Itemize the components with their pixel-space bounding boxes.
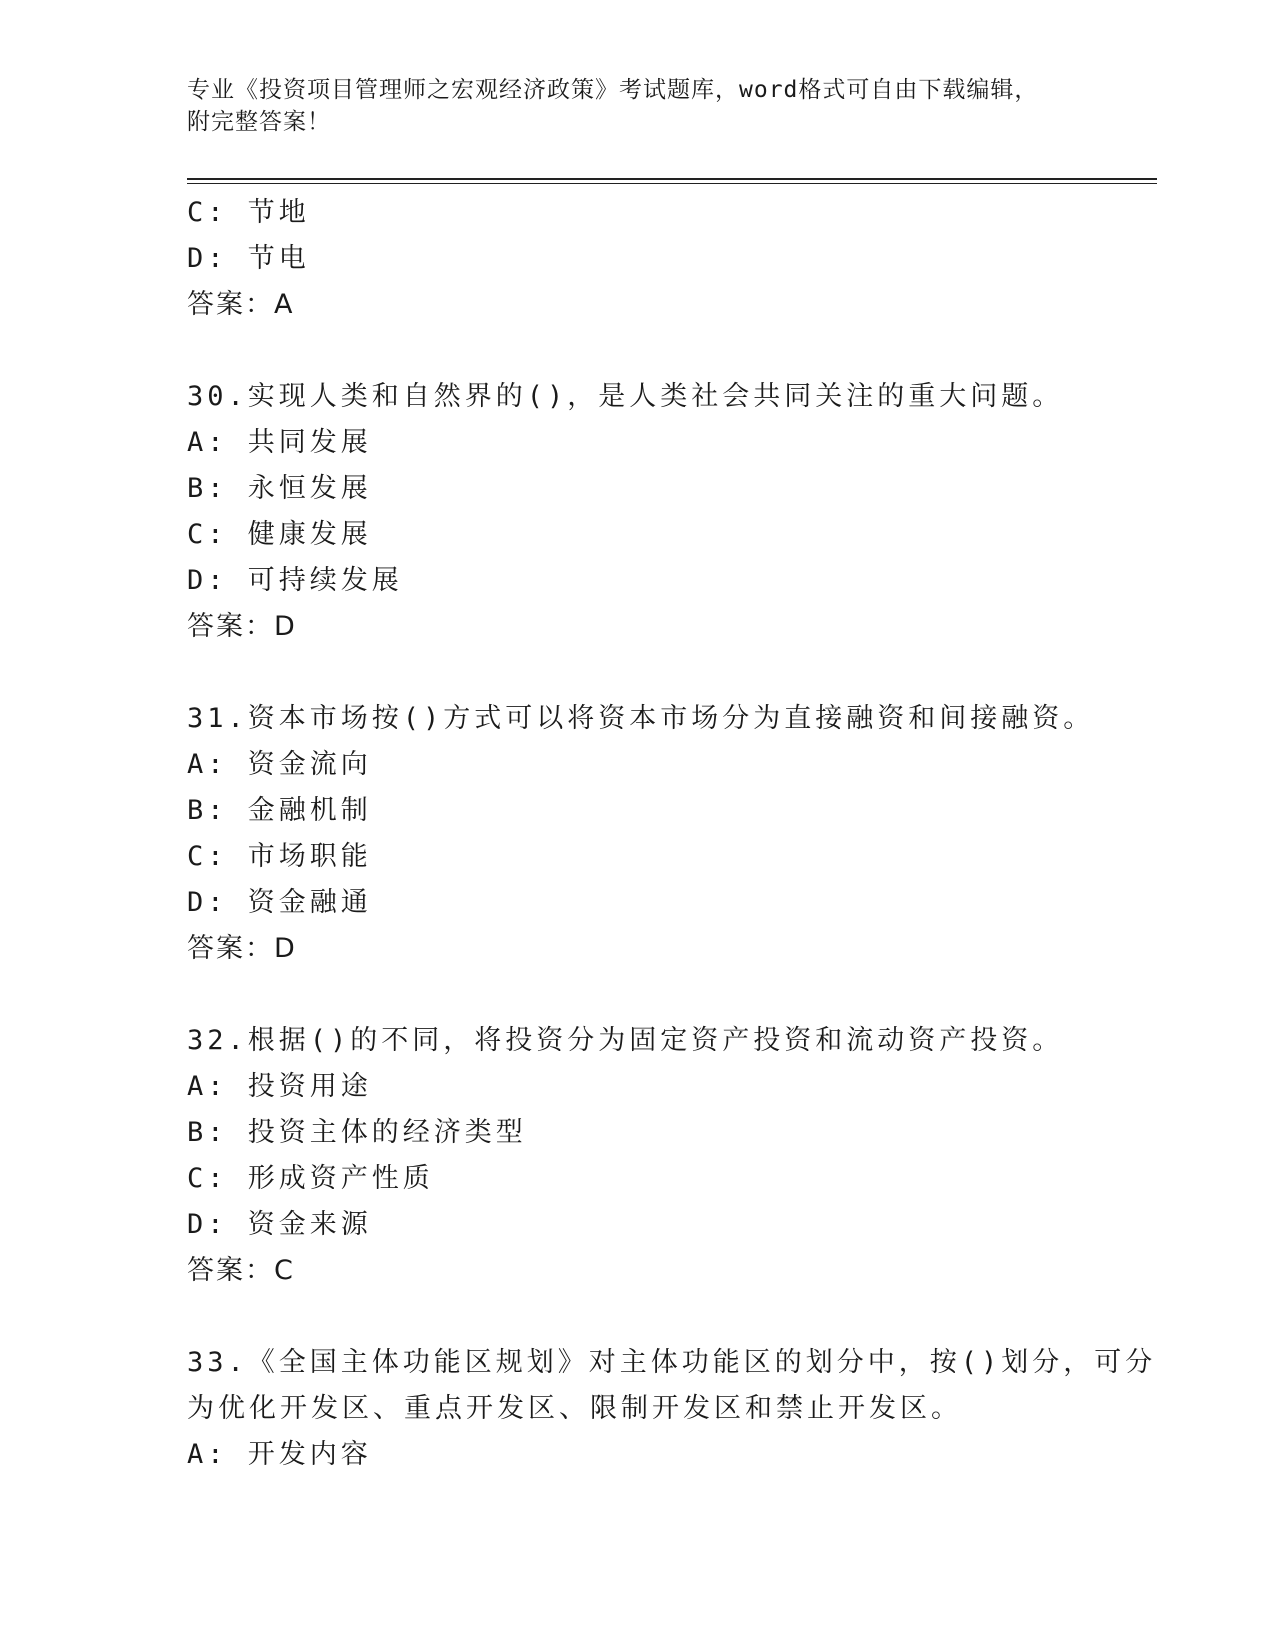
- answer-line: 答案：C: [187, 1255, 295, 1286]
- document-header: [187, 74, 1087, 138]
- question-30: [187, 374, 1157, 650]
- answer-line: 答案：D: [187, 611, 297, 642]
- option-a: A: 投资用途: [187, 1071, 372, 1102]
- previous-question-tail: [187, 190, 1157, 328]
- option-a: A: 资金流向: [187, 749, 372, 780]
- option-c: C: 健康发展: [187, 519, 372, 550]
- option-d: D: 节电: [187, 243, 310, 274]
- option-d: D: 资金融通: [187, 887, 372, 918]
- question-stem: 32.根据()的不同，将投资分为固定资产投资和流动资产投资。: [187, 1025, 1064, 1056]
- header-line-2: 附完整答案！: [187, 109, 331, 135]
- question-33: [187, 1340, 1157, 1478]
- header-line-1: 专业《投资项目管理师之宏观经济政策》考试题库，word格式可自由下载编辑，: [187, 77, 1039, 103]
- question-32: [187, 1018, 1157, 1294]
- question-stem-line-2: 为优化开发区、重点开发区、限制开发区和禁止开发区。: [187, 1393, 962, 1424]
- answer-line: 答案：A: [187, 289, 295, 320]
- option-b: B: 投资主体的经济类型: [187, 1117, 527, 1148]
- question-31: [187, 696, 1157, 972]
- option-d: D: 资金来源: [187, 1209, 372, 1240]
- question-stem-line-1: 33.《全国主体功能区规划》对主体功能区的划分中，按()划分，可分: [187, 1347, 1157, 1378]
- option-b: B: 永恒发展: [187, 473, 372, 504]
- option-a: A: 共同发展: [187, 427, 372, 458]
- header-divider-thin: [187, 183, 1157, 184]
- header-divider-thick: [187, 178, 1157, 180]
- answer-line: 答案：D: [187, 933, 297, 964]
- option-a: A: 开发内容: [187, 1439, 372, 1470]
- option-c: C: 形成资产性质: [187, 1163, 434, 1194]
- question-list: [187, 190, 1157, 1478]
- question-stem: 30.实现人类和自然界的()，是人类社会共同关注的重大问题。: [187, 381, 1064, 412]
- option-c: C: 市场职能: [187, 841, 372, 872]
- option-d: D: 可持续发展: [187, 565, 403, 596]
- option-b: B: 金融机制: [187, 795, 372, 826]
- question-stem: 31.资本市场按()方式可以将资本市场分为直接融资和间接融资。: [187, 703, 1095, 734]
- option-c: C: 节地: [187, 197, 310, 228]
